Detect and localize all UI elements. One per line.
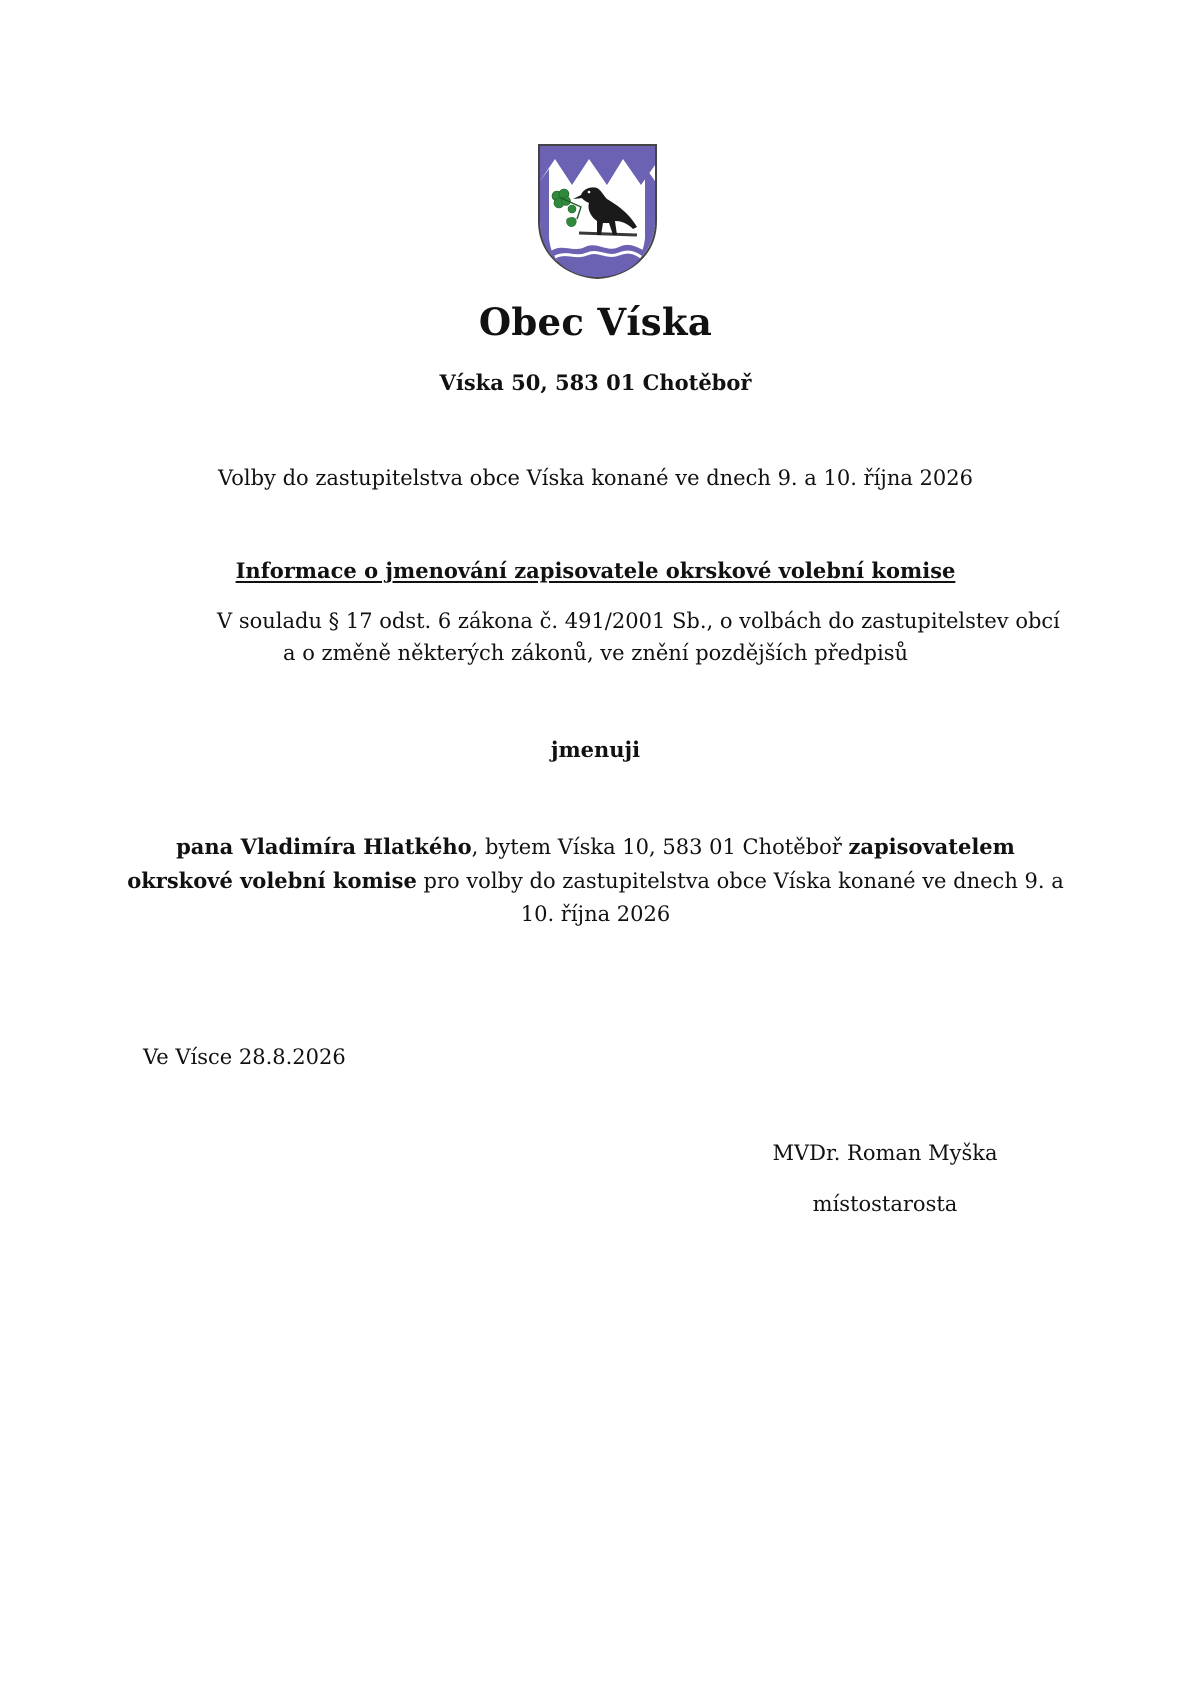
appoint-word: jmenuji — [550, 737, 641, 762]
shield-base-wave — [551, 245, 645, 277]
signatory-role: místostarosta — [812, 1192, 958, 1216]
legal-basis-line-1: V souladu § 17 odst. 6 zákona č. 491/2001 Sb., o volbách do zastupitelstev obcí — [217, 609, 1060, 633]
signatory-name: MVDr. Roman Myška — [772, 1141, 998, 1165]
appointee-residence: , bytem Víska 10, 583 01 Chotěboř — [471, 835, 849, 859]
info-heading: Informace o jmenování zapisovatele okrskové volební komise — [235, 558, 956, 583]
municipality-address: Víska 50, 583 01 Chotěboř — [439, 370, 752, 395]
municipality-title: Obec Víska — [478, 300, 713, 344]
branch-perch — [579, 233, 637, 235]
appointment-role-part1: zapisovatelem — [848, 834, 1015, 859]
raven-eye — [588, 191, 591, 194]
coat-of-arms-emblem — [537, 143, 658, 280]
appointment-role-part2: okrskové volební komise — [127, 868, 417, 893]
appointee-name: pana Vladimíra Hlatkého — [176, 834, 472, 859]
appointment-purpose: pro volby do zastupitelstva obce Víska konané ve dnech 9. a 10. října 2026 — [416, 869, 1064, 926]
legal-basis-line-2: a o změně některých zákonů, ve znění pozdějších předpisů — [283, 641, 909, 665]
appointment-paragraph — [120, 830, 1071, 931]
elections-line: Volby do zastupitelstva obce Víska konané ve dnech 9. a 10. října 2026 — [218, 466, 973, 490]
place-and-date: Ve Vísce 28.8.2026 — [143, 1045, 346, 1069]
